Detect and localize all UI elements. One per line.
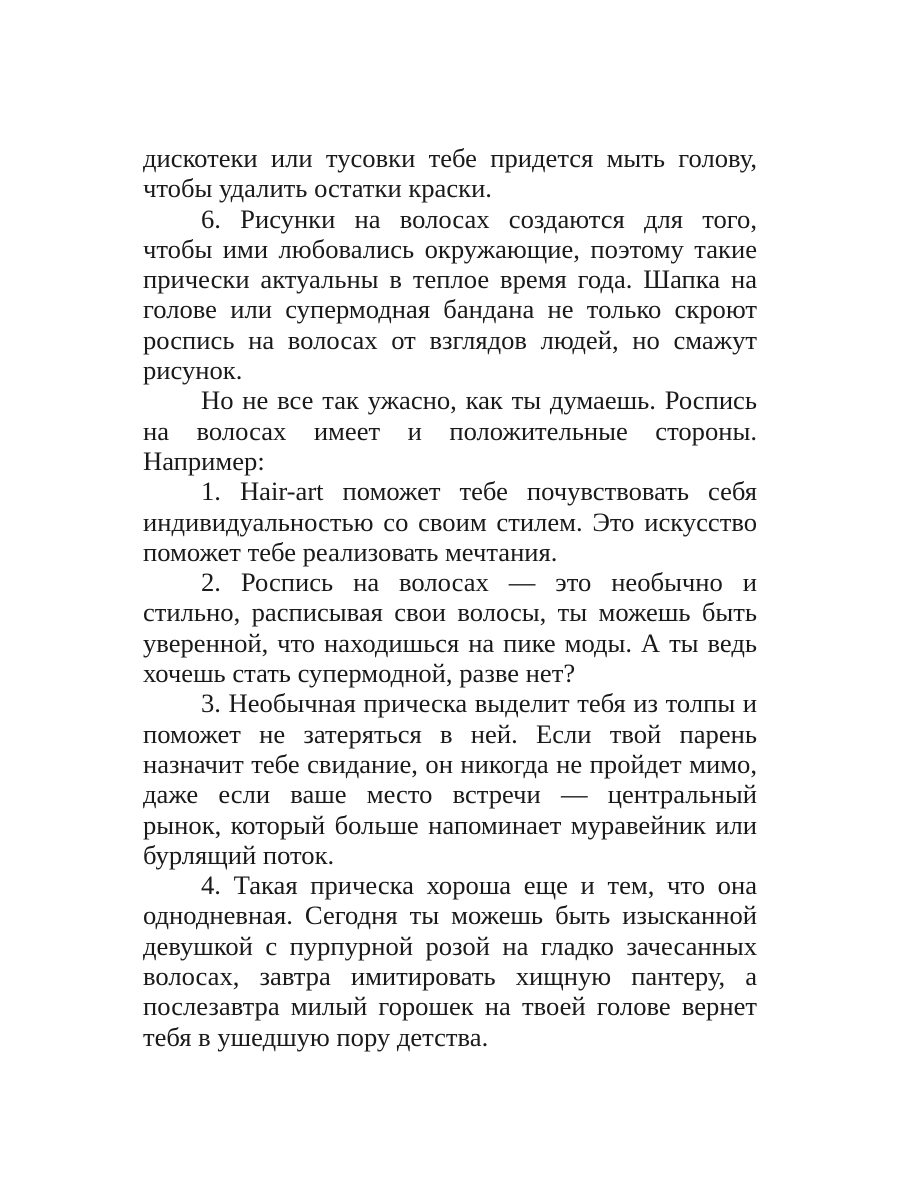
paragraph-item-6: 6. Рисунки на волосах создаются для того, чтобы ими любовались окружающие, поэтому такие прически актуальны в теплое время года. Шапка на голове или супермодная бандана не только скроют роспись на волосах от взглядов людей, но смажут рисунок. [143,203,757,386]
paragraph-continuation: дискотеки или тусовки тебе придется мыть голову, чтобы удалить остатки краски. [143,143,757,204]
paragraph-item-2: 2. Роспись на волосах — это необычно и стильно, расписывая свои волосы, ты можешь быть уверенной, что находишься на пике моды. А ты ведь хочешь стать супермодной, разве нет? [143,567,757,689]
paragraph-intro: Но не все так ужасно, как ты думаешь. Роспись на волосах имеет и положительные стороны. Например: [143,385,757,476]
paragraph-item-3: 3. Необычная прическа выделит тебя из толпы и поможет не затеряться в ней. Если твой парень назначит тебе свидание, он никогда не пройдет мимо, даже если ваше место встречи — центральный рынок, который больше напоминает муравейник или бурлящий поток. [143,688,757,870]
paragraph-item-1: 1. Hair-art поможет тебе почувствовать себя индивидуальностью со своим стилем. Это искусство поможет тебе реализовать мечтания. [143,476,757,567]
page-text [143,143,757,1052]
paragraph-item-4: 4. Такая прическа хороша еще и тем, что она однодневная. Сегодня ты можешь быть изысканной девушкой с пурпурной розой на гладко зачесанных волосах, завтра имитировать хищную пантеру, а послезавтра милый горошек на твоей голове вернет тебя в ушедшую пору детства. [143,870,757,1052]
